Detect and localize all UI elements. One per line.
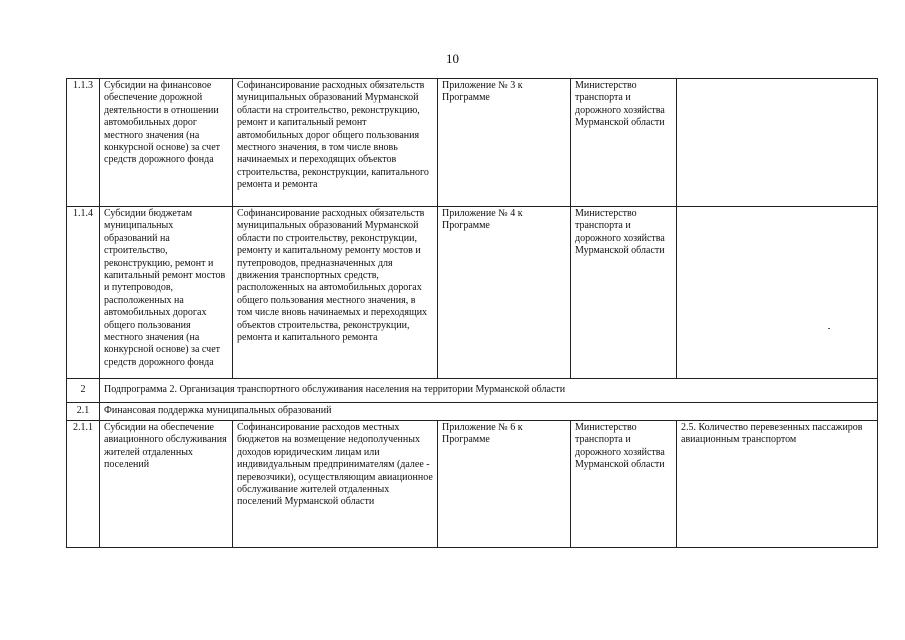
section-row bbox=[67, 403, 878, 421]
measure-appendix: Приложение № 6 к Программе bbox=[438, 421, 571, 548]
row-number: 1.1.3 bbox=[67, 79, 100, 207]
section-number: 2 bbox=[67, 379, 100, 403]
measure-description: Софинансирование расходных обязательств муниципальных образований Мурманской области по строительству, реконструкции, ремонту и капитальному ремонту мостов и путепроводов, предназначенных для движения транспортных средств, расположенных на автомобильных дорогах общего пользования местного значения, в том числе вновь начинаемых и переходящих объектов строительства, реконструкции, ремонта и капитального ремонта bbox=[233, 207, 438, 379]
measure-description: Софинансирование расходных обязательств муниципальных образований Мурманской области на строительство, реконструкцию, ремонт и капитальный ремонт автомобильных дорог общего пользования местного значения, в том числе вновь начинаемых и переходящих объектов строительства, реконструкции, капитального ремонта и ремонта bbox=[233, 79, 438, 207]
row-number: 2.1.1 bbox=[67, 421, 100, 548]
section-title: Подпрограмма 2. Организация транспортного обслуживания населения на территории Мурманской области bbox=[100, 379, 878, 403]
measure-indicator bbox=[677, 207, 878, 379]
table-row bbox=[67, 207, 878, 379]
measure-description: Софинансирование расходов местных бюджетов на возмещение недополученных доходов юридическим лицам или индивидуальным предпринимателям (далее - перевозчики), осуществляющим авиационное обслуживание жителей отдаленных поселений Мурманской области bbox=[233, 421, 438, 548]
measure-executor: Министерство транспорта и дорожного хозяйства Мурманской области bbox=[571, 207, 677, 379]
measure-executor: Министерство транспорта и дорожного хозяйства Мурманской области bbox=[571, 79, 677, 207]
measure-name: Субсидии на обеспечение авиационного обслуживания жителей отдаленных поселений bbox=[100, 421, 233, 548]
table-row bbox=[67, 79, 878, 207]
section-title: Финансовая поддержка муниципальных образований bbox=[100, 403, 878, 421]
measure-executor: Министерство транспорта и дорожного хозяйства Мурманской области bbox=[571, 421, 677, 548]
measure-indicator bbox=[677, 79, 878, 207]
measure-appendix: Приложение № 3 к Программе bbox=[438, 79, 571, 207]
row-number: 1.1.4 bbox=[67, 207, 100, 379]
section-number: 2.1 bbox=[67, 403, 100, 421]
measure-appendix: Приложение № 4 к Программе bbox=[438, 207, 571, 379]
section-row bbox=[67, 379, 878, 403]
measure-name: Субсидии на финансовое обеспечение дорожной деятельности в отношении автомобильных дорог местного значения (на конкурсной основе) за счет средств дорожного фонда bbox=[100, 79, 233, 207]
program-measures-table bbox=[66, 78, 878, 548]
table-row bbox=[67, 421, 878, 548]
scan-speck bbox=[828, 328, 830, 329]
page-number: 10 bbox=[446, 51, 459, 66]
measure-name: Субсидии бюджетам муниципальных образований на строительство, реконструкцию, ремонт и капитальный ремонт мостов и путепроводов, расположенных на автомобильных дорогах общего пользования местного значения (на конкурсной основе) за счет средств дорожного фонда bbox=[100, 207, 233, 379]
measure-indicator: 2.5. Количество перевезенных пассажиров авиационным транспортом bbox=[677, 421, 878, 548]
